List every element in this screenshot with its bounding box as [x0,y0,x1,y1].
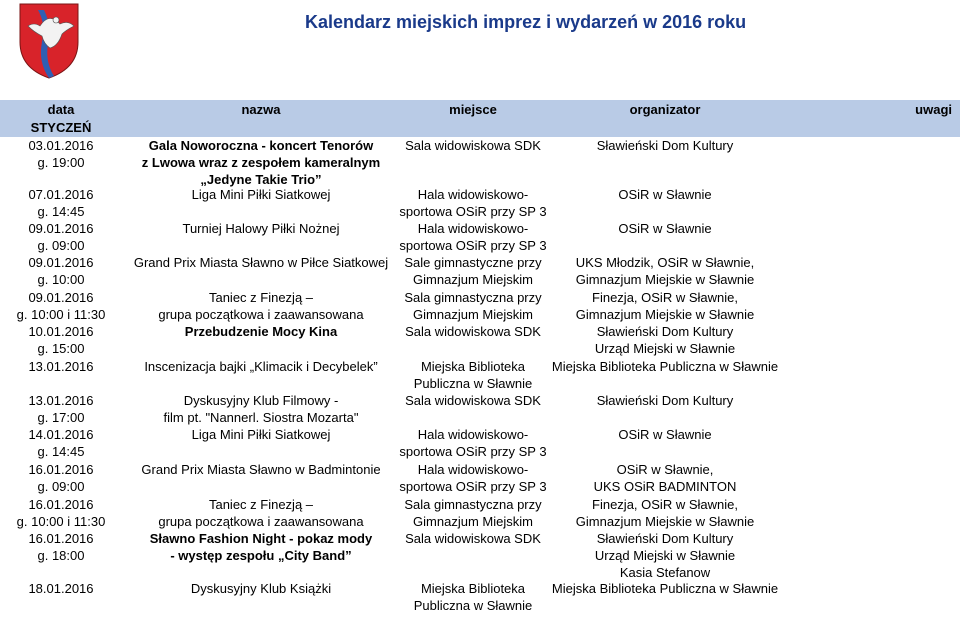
cell-date-line: g. 14:45 [37,204,85,219]
cell-organizer-line: Gimnazjum Miejskie w Sławnie [575,514,755,529]
cell-name [122,137,400,188]
cell-organizer [545,137,785,154]
cell-date [0,289,122,323]
column-header-notes: uwagi [915,102,952,117]
column-header-name: nazwa [241,102,281,117]
cell-organizer-line: OSiR w Sławnie [618,221,712,236]
cell-place-line: Sala widowiskowa SDK [405,324,541,339]
cell-organizer-line: Sławieński Dom Kultury [596,393,734,408]
cell-name-line: Grand Prix Miasta Sławno w Badmintonie [141,462,381,477]
cell-place-line: Sala widowiskowa SDK [405,138,541,153]
cell-organizer [545,323,785,357]
cell-place-line: Sala widowiskowa SDK [405,393,541,408]
cell-name-line: grupa początkowa i zaawansowana [158,514,364,529]
cell-date [0,254,122,288]
cell-organizer [545,426,785,443]
cell-date-line: g. 19:00 [37,155,85,170]
cell-name [122,580,400,597]
cell-name-line: Liga Mini Piłki Siatkowej [191,427,331,442]
cell-place [398,580,548,614]
cell-place-line: Sala gimnastyczna przy [404,497,542,512]
cell-place-line: Gimnazjum Miejskim [413,307,533,322]
cell-place-line: Publiczna w Sławnie [413,598,533,613]
cell-name [122,426,400,443]
cell-place [398,426,548,460]
cell-date [0,323,122,357]
cell-date-line: 16.01.2016 [28,497,94,512]
cell-place [398,186,548,220]
cell-place-line: Sala widowiskowa SDK [405,531,541,546]
coat-of-arms-icon [18,2,80,80]
cell-place-line: Miejska Biblioteka [420,359,526,374]
cell-date [0,530,122,564]
cell-name-line: „Jedyne Takie Trio” [200,172,322,187]
cell-organizer [545,580,785,597]
cell-place [398,392,548,409]
page-title: Kalendarz miejskich imprez i wydarzeń w 2016 roku [305,12,747,32]
cell-date-line: 13.01.2016 [28,393,94,408]
cell-date-line: g. 17:00 [37,410,85,425]
cell-date-line: 09.01.2016 [28,221,94,236]
cell-organizer [545,254,785,288]
cell-date-line: g. 15:00 [37,341,85,356]
cell-date-line: g. 14:45 [37,444,85,459]
cell-name-line: Grand Prix Miasta Sławno w Piłce Siatkowej [133,255,389,270]
cell-organizer [545,461,785,495]
cell-organizer [545,496,785,530]
cell-organizer-line: Urząd Miejski w Sławnie [594,548,736,563]
cell-place-line: sportowa OSiR przy SP 3 [399,204,547,219]
cell-place [398,220,548,254]
cell-place-line: Hala widowiskowo- [417,427,529,442]
cell-organizer-line: Sławieński Dom Kultury [596,324,734,339]
cell-place-line: Hala widowiskowo- [417,462,529,477]
cell-place-line: Gimnazjum Miejskim [413,514,533,529]
cell-organizer-line: OSiR w Sławnie [618,187,712,202]
cell-date-line: 18.01.2016 [28,581,94,596]
cell-date-line: 16.01.2016 [28,462,94,477]
column-header-place: miejsce [449,102,497,117]
cell-date-line: g. 09:00 [37,238,85,253]
cell-organizer-line: Miejska Biblioteka Publiczna w Sławnie [551,359,779,374]
cell-date [0,580,122,597]
cell-name-line: Turniej Halowy Piłki Nożnej [182,221,340,236]
cell-organizer [545,186,785,203]
cell-organizer [545,289,785,323]
cell-name-line: Gala Noworoczna - koncert Tenorów [148,138,374,153]
cell-organizer-line: Sławieński Dom Kultury [596,531,734,546]
cell-date [0,496,122,530]
cell-organizer-line: Finezja, OSiR w Sławnie, [592,497,738,512]
cell-date [0,461,122,495]
cell-organizer-line: Miejska Biblioteka Publiczna w Sławnie [551,581,779,596]
cell-date-line: 13.01.2016 [28,359,94,374]
cell-date [0,358,122,375]
cell-name [122,530,400,564]
cell-organizer [545,530,785,581]
cell-name [122,254,400,271]
cell-place-line: sportowa OSiR przy SP 3 [399,238,547,253]
cell-name [122,323,400,340]
cell-place [398,289,548,323]
cell-date-line: 07.01.2016 [28,187,94,202]
cell-date-line: 03.01.2016 [28,138,94,153]
cell-name [122,220,400,237]
cell-place [398,323,548,340]
cell-date-line: 14.01.2016 [28,427,94,442]
cell-organizer-line: Kasia Stefanow [619,565,711,580]
cell-place [398,254,548,288]
cell-name [122,461,400,478]
cell-name [122,358,400,375]
cell-organizer-line: Sławieński Dom Kultury [596,138,734,153]
cell-date-line: g. 10:00 [37,272,85,287]
cell-name-line: grupa początkowa i zaawansowana [158,307,364,322]
cell-date [0,392,122,426]
cell-place [398,358,548,392]
cell-date [0,137,122,171]
cell-place-line: Miejska Biblioteka [420,581,526,596]
cell-date [0,186,122,220]
cell-name-line: film pt. "Nannerl. Siostra Mozarta" [163,410,359,425]
cell-place-line: Hala widowiskowo- [417,187,529,202]
cell-place [398,496,548,530]
cell-organizer-line: Finezja, OSiR w Sławnie, [592,290,738,305]
cell-name-line: - występ zespołu „City Band” [170,548,352,563]
cell-name-line: z Lwowa wraz z zespołem kameralnym [141,155,381,170]
cell-name-line: Sławno Fashion Night - pokaz mody [149,531,373,546]
cell-place-line: Sala gimnastyczna przy [404,290,542,305]
table-header [0,100,960,118]
cell-organizer [545,220,785,237]
cell-name-line: Dyskusyjny Klub Filmowy - [183,393,339,408]
cell-date-line: 09.01.2016 [28,255,94,270]
cell-date [0,426,122,460]
cell-place-line: Publiczna w Sławnie [413,376,533,391]
cell-organizer-line: OSiR w Sławnie [618,427,712,442]
cell-organizer [545,358,785,375]
cell-place-line: Sale gimnastyczne przy [404,255,542,270]
cell-organizer-line: Gimnazjum Miejskie w Sławnie [575,272,755,287]
column-header-organizer: organizator [629,102,701,117]
cell-organizer-line: Urząd Miejski w Sławnie [594,341,736,356]
cell-organizer [545,392,785,409]
month-row [0,118,960,137]
cell-name-line: Liga Mini Piłki Siatkowej [191,187,331,202]
cell-place [398,530,548,547]
cell-place [398,137,548,154]
cell-date-line: g. 18:00 [37,548,85,563]
cell-place-line: Gimnazjum Miejskim [413,272,533,287]
cell-date [0,220,122,254]
cell-name [122,392,400,426]
month-label: STYCZEŃ [30,120,92,135]
column-header-date: data [47,102,75,117]
cell-name-line: Taniec z Finezją – [208,497,314,512]
cell-place-line: Hala widowiskowo- [417,221,529,236]
cell-place-line: sportowa OSiR przy SP 3 [399,444,547,459]
cell-place-line: sportowa OSiR przy SP 3 [399,479,547,494]
cell-date-line: 09.01.2016 [28,290,94,305]
cell-organizer-line: Gimnazjum Miejskie w Sławnie [575,307,755,322]
cell-date-line: 10.01.2016 [28,324,94,339]
cell-organizer-line: OSiR w Sławnie, [616,462,714,477]
cell-organizer-line: UKS Młodzik, OSiR w Sławnie, [575,255,755,270]
cell-name-line: Przebudzenie Mocy Kina [184,324,338,339]
cell-name [122,496,400,530]
cell-name-line: Inscenizacja bajki „Klimacik i Decybelek” [144,359,378,374]
cell-date-line: 16.01.2016 [28,531,94,546]
cell-name [122,186,400,203]
cell-name-line: Taniec z Finezją – [208,290,314,305]
cell-date-line: g. 09:00 [37,479,85,494]
cell-date-line: g. 10:00 i 11:30 [16,514,106,529]
cell-place [398,461,548,495]
cell-organizer-line: UKS OSiR BADMINTON [593,479,737,494]
cell-name-line: Dyskusyjny Klub Książki [190,581,332,596]
cell-name [122,289,400,323]
cell-date-line: g. 10:00 i 11:30 [16,307,106,322]
